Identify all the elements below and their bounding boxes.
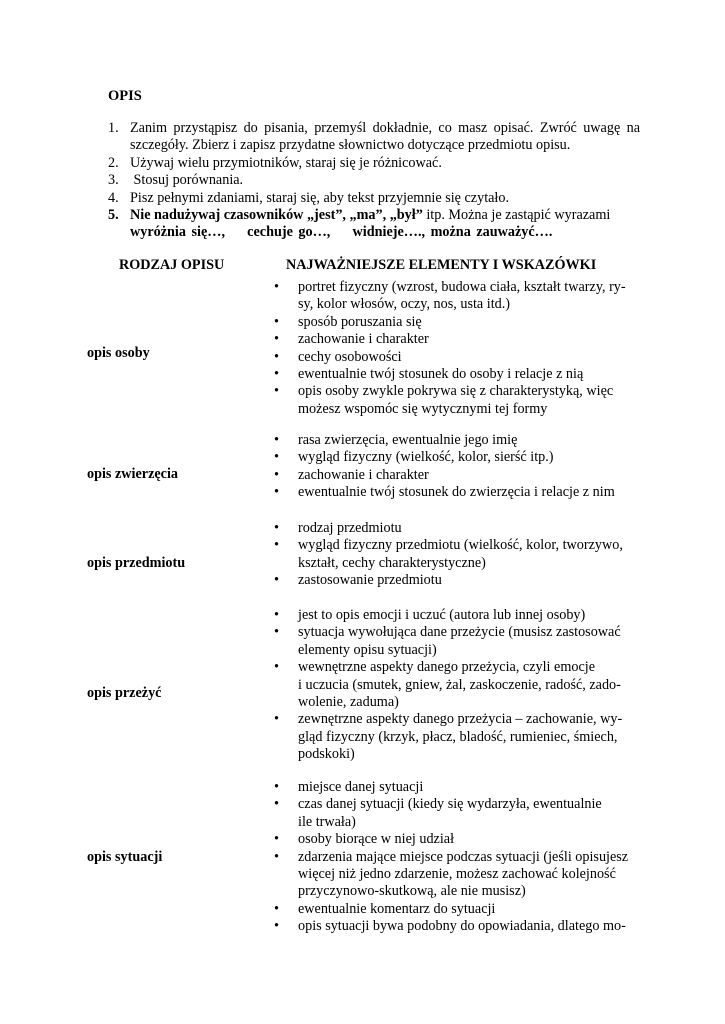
bullet-item xyxy=(266,711,644,763)
section-label: opis zwierzęcia xyxy=(87,466,178,482)
bullet-text: osoby biorące w niej udział xyxy=(298,831,455,848)
rule-text-container xyxy=(130,207,640,242)
bullet-text: ewentualnie twój stosunek do osoby i relacje z nią xyxy=(298,366,584,383)
bullet-text: opis osoby zwykle pokrywa się z charakterystyką, więc możesz wspomóc się wytycznymi tej formy xyxy=(298,383,614,417)
bullet-item xyxy=(266,484,644,501)
section-bullet-list xyxy=(266,520,644,590)
bullet-text: sposób poruszania się xyxy=(298,313,422,330)
bullet-icon: • xyxy=(274,796,279,813)
document-title: OPIS xyxy=(108,88,142,104)
bullet-item xyxy=(266,918,644,935)
bullet-text: miejsce danej sytuacji xyxy=(298,779,424,795)
bullet-icon: • xyxy=(274,449,279,466)
bullet-icon: • xyxy=(274,432,279,448)
bullet-icon: • xyxy=(274,607,279,623)
bullet-text: zdarzenia mające miejsce podczas sytuacji (jeśli opisujesz więcej niż jedno zdarzenie, możesz zachować kolejność przyczynowo-skutkową, ale nie musisz) xyxy=(298,848,629,900)
rule-item xyxy=(108,120,640,155)
rule-text: Używaj wielu przymiotników, staraj się je różnicować. xyxy=(130,154,442,171)
bullet-icon: • xyxy=(274,348,279,365)
bullet-item xyxy=(266,366,644,383)
bullet-text: ewentualnie twój stosunek do zwierzęcia i relacje z nim xyxy=(298,484,615,501)
rule-item xyxy=(108,155,640,172)
section-label: opis przedmiotu xyxy=(87,555,186,571)
bullet-item xyxy=(266,659,644,711)
rules-list xyxy=(108,120,640,242)
bullet-item xyxy=(266,520,644,537)
bullet-item xyxy=(266,607,644,624)
bullet-icon: • xyxy=(274,484,279,501)
bullet-item xyxy=(266,383,644,418)
bullet-item xyxy=(266,537,644,572)
rule-text-tail: wyróżnia się…, cechuje go…, widnieje…., można zauważyć…. xyxy=(130,224,553,241)
bullet-icon: • xyxy=(274,383,279,400)
bullet-icon: • xyxy=(274,279,279,295)
rule-number: 3. xyxy=(108,172,119,189)
bullet-icon: • xyxy=(274,659,279,676)
bullet-text: portret fizyczny (wzrost, budowa ciała, kształt twarzy, ry- sy, kolor włosów, oczy, nos, usta itd.) xyxy=(298,279,626,313)
bullet-item xyxy=(266,796,644,831)
rule-text: Zanim przystąpisz do pisania, przemyśl dokładnie, co masz opisać. Zwróć uwagę na szczegóły. Zbierz i zapisz przydatne słownictwo dotyczące przedmiotu opisu. xyxy=(130,120,640,154)
bullet-text: jest to opis emocji i uczuć (autora lub innej osoby) xyxy=(298,607,586,623)
bullet-icon: • xyxy=(274,331,279,348)
bullet-icon: • xyxy=(274,537,279,554)
section-label: opis osoby xyxy=(87,345,150,361)
bullet-item xyxy=(266,779,644,796)
bullet-item xyxy=(266,432,644,449)
bullet-text: wewnętrzne aspekty danego przeżycia, czyli emocje i uczucia (smutek, gniew, żal, zaskoczenie, radość, zado- wolenie, zaduma) xyxy=(298,659,621,711)
bullet-item xyxy=(266,349,644,366)
bullet-icon: • xyxy=(274,779,279,795)
bullet-item xyxy=(266,572,644,589)
section-bullet-list xyxy=(266,432,644,502)
rule-number: 5. xyxy=(108,207,119,224)
section-bullet-list xyxy=(266,779,644,936)
section-bullet-list xyxy=(266,279,644,418)
bullet-icon: • xyxy=(274,624,279,641)
bullet-item xyxy=(266,449,644,466)
bullet-item xyxy=(266,314,644,331)
rule-number: 2. xyxy=(108,154,119,171)
section-bullet-list xyxy=(266,607,644,764)
bullet-icon: • xyxy=(274,520,279,536)
bullet-text: zastosowanie przedmiotu xyxy=(298,572,442,589)
column-header-type: RODZAJ OPISU xyxy=(119,257,225,273)
rule-number: 4. xyxy=(108,189,119,206)
bullet-icon: • xyxy=(274,711,279,728)
bullet-text: rodzaj przedmiotu xyxy=(298,520,402,536)
rule-number: 1. xyxy=(108,120,119,136)
bullet-item xyxy=(266,279,644,314)
rule-item xyxy=(108,190,640,207)
bullet-item xyxy=(266,467,644,484)
rule-text: Pisz pełnymi zdaniami, staraj się, aby tekst przyjemnie się czytało. xyxy=(130,189,510,206)
bullet-text: ewentualnie komentarz do sytuacji xyxy=(298,900,496,917)
bullet-icon: • xyxy=(274,572,279,589)
rule-item xyxy=(108,172,640,189)
column-header-elements: NAJWAŻNIEJSZE ELEMENTY I WSKAZÓWKI xyxy=(286,257,597,273)
bullet-text: opis sytuacji bywa podobny do opowiadania, dlatego mo- xyxy=(298,918,626,935)
table-header xyxy=(0,257,725,277)
section-label: opis sytuacji xyxy=(87,849,163,865)
bullet-text: rasa zwierzęcia, ewentualnie jego imię xyxy=(298,432,518,448)
bullet-item xyxy=(266,624,644,659)
bullet-text: cechy osobowości xyxy=(298,348,402,365)
bullet-item xyxy=(266,331,644,348)
bullet-text: zachowanie i charakter xyxy=(298,331,429,348)
bullet-text: wygląd fizyczny przedmiotu (wielkość, kolor, tworzywo, kształt, cechy charakterystyczne) xyxy=(298,537,623,571)
bullet-icon: • xyxy=(274,831,279,848)
bullet-icon: • xyxy=(274,313,279,330)
bullet-icon: • xyxy=(274,466,279,483)
bullet-item xyxy=(266,849,644,901)
rule-item xyxy=(108,207,640,242)
bullet-item xyxy=(266,901,644,918)
bullet-text: zewnętrzne aspekty danego przeżycia – zachowanie, wy- gląd fizyczny (krzyk, płacz, bladość, rumieniec, śmiech, podskoki) xyxy=(298,711,623,763)
bullet-icon: • xyxy=(274,918,279,935)
bullet-icon: • xyxy=(274,900,279,917)
section-label: opis przeżyć xyxy=(87,685,162,701)
bullet-text: sytuacja wywołująca dane przeżycie (musisz zastosować elementy opisu sytuacji) xyxy=(298,624,621,658)
bullet-text: czas danej sytuacji (kiedy się wydarzyła, ewentualnie ile trwała) xyxy=(298,796,602,830)
rule-text-bold: Nie nadużywaj czasowników „jest”, „ma”, „był” xyxy=(130,207,423,224)
bullet-icon: • xyxy=(274,848,279,865)
bullet-item xyxy=(266,831,644,848)
rule-text: Stosuj porównania. xyxy=(130,172,244,189)
bullet-text: wygląd fizyczny (wielkość, kolor, sierść itp.) xyxy=(298,449,554,466)
rule-text-normal: itp. Można je zastąpić wyrazami xyxy=(422,207,611,224)
bullet-text: zachowanie i charakter xyxy=(298,466,429,483)
bullet-icon: • xyxy=(274,366,279,383)
